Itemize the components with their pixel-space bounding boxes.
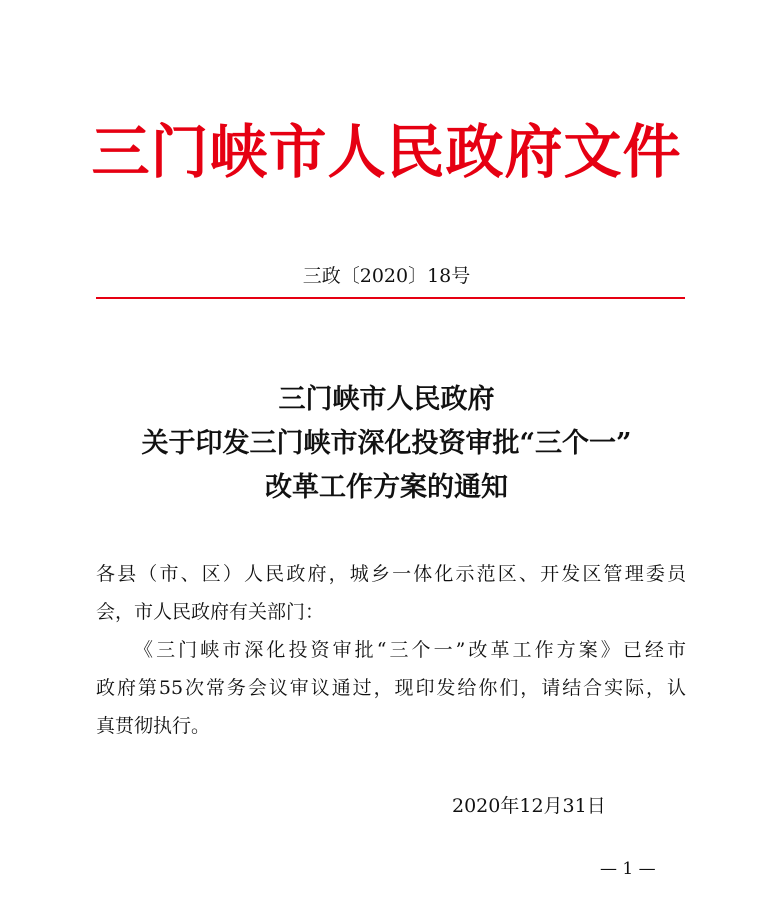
body-paragraph-line-1: 《三门峡市深化投资审批“三个一”改革工作方案》已经市: [134, 639, 686, 661]
document-number: 三政〔2020〕18号: [302, 265, 471, 287]
notice-title-line-2: 关于印发三门峡市深化投资审批“三个一”: [141, 428, 632, 459]
document-masthead: 三门峡市人民政府文件: [91, 118, 682, 186]
recipients-line-2: 会，市人民政府有关部门：: [96, 601, 325, 623]
notice-title-line-1: 三门峡市人民政府: [278, 384, 495, 415]
red-separator-line: [96, 297, 685, 299]
recipients-line-1: 各县（市、区）人民政府，城乡一体化示范区、开发区管理委员: [96, 563, 686, 585]
issue-date: 2020年12月31日: [452, 795, 606, 817]
body-paragraph-line-2: 政府第55次常务会议审议通过，现印发给你们，请结合实际，认: [96, 677, 686, 699]
notice-title-line-3: 改革工作方案的通知: [265, 472, 508, 503]
page-number: — 1 —: [600, 859, 656, 879]
body-paragraph-line-3: 真贯彻执行。: [96, 715, 211, 737]
